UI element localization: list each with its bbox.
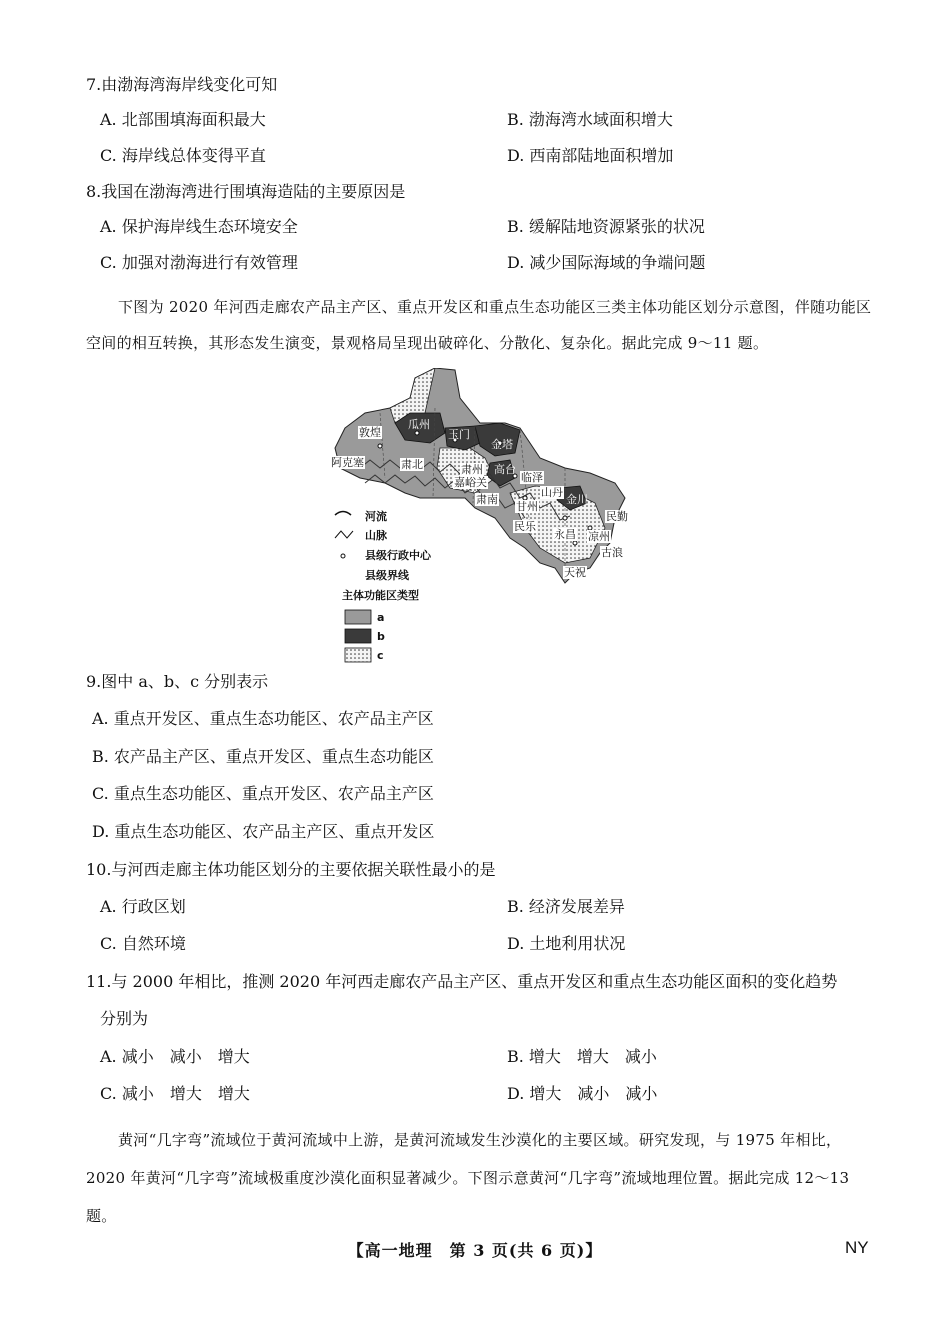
legend-swatch-b: [345, 629, 371, 643]
legend-label-b: b: [377, 630, 385, 643]
legend-type-title: 主体功能区类型: [342, 589, 419, 602]
legend-river-symbol: [335, 512, 351, 516]
legend-river: 河流: [365, 510, 387, 523]
map-label-minle: 民乐: [514, 520, 536, 533]
q11-stem-line1: 11.与 2000 年相比，推测 2020 年河西走廊农产品主产区、重点开发区和重点生态功能区面积的变化趋势: [86, 972, 838, 991]
map-label-yongchang: 永昌: [554, 528, 576, 541]
q8-option-c: C. 加强对渤海进行有效管理: [100, 253, 298, 272]
q8-option-a: A. 保护海岸线生态环境安全: [100, 217, 298, 236]
q11-option-d: D. 增大 减小 减小: [507, 1084, 658, 1103]
intro-12-13: 黄河“几字弯”流域位于黄河流域中上游，是黄河流域发生沙漠化的主要区域。研究发现，与 1975 年相比，2020 年黄河“几字弯”流域极重度沙漠化面积显著减少。下图示意黄河“几字弯”流域地理位置。据此完成 12～13 题。: [86, 1131, 850, 1225]
q9-option-d: D. 重点生态功能区、农产品主产区、重点开发区: [92, 822, 435, 841]
legend-label-c: c: [377, 649, 384, 662]
legend-mountain: 山脉: [365, 529, 387, 542]
paper-code: NY: [845, 1238, 869, 1257]
map-label-dunhuang: 敦煌: [359, 426, 381, 439]
q9-option-b: B. 农产品主产区、重点开发区、重点生态功能区: [92, 747, 434, 766]
intro-9-11: 下图为 2020 年河西走廊农产品主产区、重点开发区和重点生态功能区三类主体功能区划分示意图，伴随功能区空间的相互转换，其形态发生演变，景观格局呈现出破碎化、分散化、复杂化。据此完成 9～11 题。: [86, 298, 872, 352]
q7-option-d: D. 西南部陆地面积增加: [507, 146, 674, 165]
q8-option-b: B. 缓解陆地资源紧张的状况: [507, 217, 705, 236]
q9-stem: 9.图中 a、b、c 分别表示: [86, 672, 269, 691]
hexi-corridor-map: [325, 368, 640, 668]
q7-option-a: A. 北部围填海面积最大: [100, 110, 266, 129]
q10-option-a: A. 行政区划: [100, 897, 186, 916]
map-label-linze: 临泽: [521, 471, 543, 484]
legend-label-a: a: [377, 611, 385, 624]
q8-option-d: D. 减少国际海域的争端问题: [507, 253, 706, 272]
map-label-liangzhou: 凉州: [588, 530, 610, 543]
q7-option-c: C. 海岸线总体变得平直: [100, 146, 266, 165]
map-label-gaotai: 高台: [494, 463, 516, 476]
map-label-jinchuan: 金川: [566, 493, 588, 506]
map-label-ganzhou: 甘州: [516, 500, 538, 513]
map-label-minqin: 民勤: [606, 510, 628, 523]
q11-option-a: A. 减小 减小 增大: [100, 1047, 250, 1066]
map-label-suzhou: 肃州: [461, 463, 483, 476]
q10-option-d: D. 土地利用状况: [507, 934, 626, 953]
map-label-subei: 肃北: [401, 458, 423, 471]
legend-mountain-symbol: [335, 531, 353, 538]
q9-option-c: C. 重点生态功能区、重点开发区、农产品主产区: [92, 784, 434, 803]
q11-stem-line2: 分别为: [100, 1009, 149, 1028]
q11-option-b: B. 增大 增大 减小: [507, 1047, 657, 1066]
map-label-jinta: 金塔: [491, 438, 513, 451]
page-footer: 【高一地理 第 3 页(共 6 页)】: [347, 1241, 603, 1260]
map-label-akesai: 阿克塞: [331, 456, 364, 469]
q7-option-b: B. 渤海湾水域面积增大: [507, 110, 673, 129]
q9-option-a: A. 重点开发区、重点生态功能区、农产品主产区: [92, 709, 434, 728]
legend-center-symbol: [341, 554, 345, 558]
map-label-yumen: 玉门: [448, 428, 470, 441]
q10-option-c: C. 自然环境: [100, 934, 186, 953]
legend-swatch-a: [345, 610, 371, 624]
map-label-guazhou: 瓜州: [408, 418, 430, 431]
map-label-sunan: 肃南: [476, 493, 498, 506]
map-label-shandan: 山丹: [541, 486, 563, 499]
map-label-jiayuguan: 嘉峪关: [454, 476, 487, 489]
q10-option-b: B. 经济发展差异: [507, 897, 625, 916]
q8-stem: 8.我国在渤海湾进行围填海造陆的主要原因是: [86, 182, 406, 201]
q11-option-c: C. 减小 增大 增大: [100, 1084, 250, 1103]
map-label-tianzhu: 天祝: [564, 566, 586, 579]
map-label-gulang: 古浪: [601, 546, 623, 559]
legend-county-border: 县级界线: [365, 569, 409, 582]
legend-county-center: 县级行政中心: [365, 549, 431, 562]
legend-swatch-c: [345, 648, 371, 662]
q7-stem: 7.由渤海湾海岸线变化可知: [86, 75, 278, 94]
q10-stem: 10.与河西走廊主体功能区划分的主要依据关联性最小的是: [86, 860, 496, 879]
